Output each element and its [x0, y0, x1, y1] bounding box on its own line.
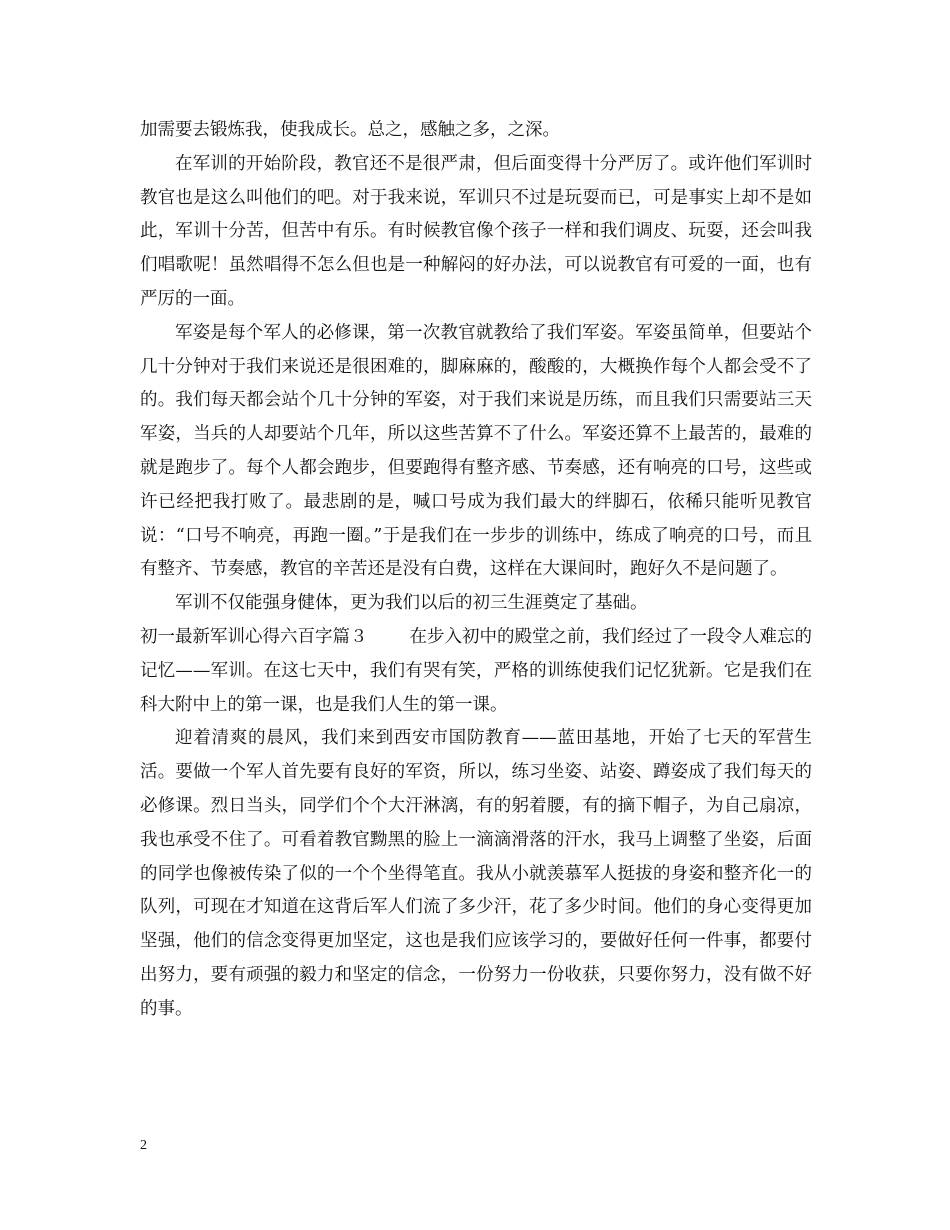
section-start — [140, 621, 812, 722]
document-body — [140, 114, 812, 1027]
paragraph-continuation: 加需要去锻炼我，使我成长。总之，感触之多，之深。 — [140, 120, 560, 140]
paragraph-morning-breeze: 迎着清爽的晨风，我们来到西安市国防教育——蓝田基地，开始了七天的军营生活。要做一个军人首先要有良好的军资，所以，练习坐姿、站姿、蹲姿成了我们每天的必修课。烈日当头，同学们个个大汗淋漓，有的躬着腰，有的摘下帽子，为自己扇凉，我也承受不住了。可看着教官黝黑的脸上一滴滴滑落的汗水，我马上调整了坐姿，后面的同学也像被传染了似的一个个坐得笔直。我从小就羡慕军人挺拔的身姿和整齐化一的队列，可现在才知道在这背后军人们流了多少汗，花了多少时间。他们的身心变得更加坚强，他们的信念变得更加坚定，这也是我们应该学习的，要做好任何一件事，都要付出努力，要有顽强的毅力和坚定的信念，一份努力一份收获，只要你努力，没有做不好的事。 — [140, 728, 812, 1019]
paragraph-foundation: 军训不仅能强身健体，更为我们以后的初三生涯奠定了基础。 — [175, 593, 648, 614]
page-number: 2 — [140, 1138, 147, 1153]
section-first-paragraph: 在步入初中的殿堂之前，我们经过了一段令人难忘的记忆——军训。在这七天中，我们有哭有笑，严格的训练使我们记忆犹新。它是我们在科大附中上的第一课，也是我们人生的第一课。 — [140, 626, 812, 715]
paragraph-instructor: 在军训的开始阶段，教官还不是很严肃，但后面变得十分严厉了。或许他们军训时教官也是这么叫他们的吧。对于我来说，军训只不过是玩耍而已，可是事实上却不是如此，军训十分苦，但苦中有乐。有时候教官像个孩子一样和我们调皮、玩耍，还会叫我们唱歌呢！虽然唱得不怎么但也是一种解闷的好办法，可以说教官有可爱的一面，也有严厉的一面。 — [140, 153, 812, 309]
section-title: 初一最新军训心得六百字篇３ — [140, 626, 368, 647]
paragraph-military-posture: 军姿是每个军人的必修课，第一次教官就教给了我们军姿。军姿虽简单，但要站个几十分钟对于我们来说还是很困难的，脚麻麻的，酸酸的，大概换作每个人都会受不了的。我们每天都会站个几十分钟的军姿，对于我们来说是历练，而且我们只需要站三天军姿，当兵的人却要站个几年，所以这些苦算不了什么。军姿还算不上最苦的，最难的就是跑步了。每个人都会跑步，但要跑得有整齐感、节奏感，还有响亮的口号，这些或许已经把我打败了。最悲剧的是，喊口号成为我们最大的绊脚石，依稀只能听见教官说：“口号不响亮，再跑一圈。”于是我们在一步步的训练中，练成了响亮的口号，而且有整齐、节奏感，教官的辛苦还是没有白费，这样在大课间时，跑好久不是问题了。 — [140, 322, 812, 580]
